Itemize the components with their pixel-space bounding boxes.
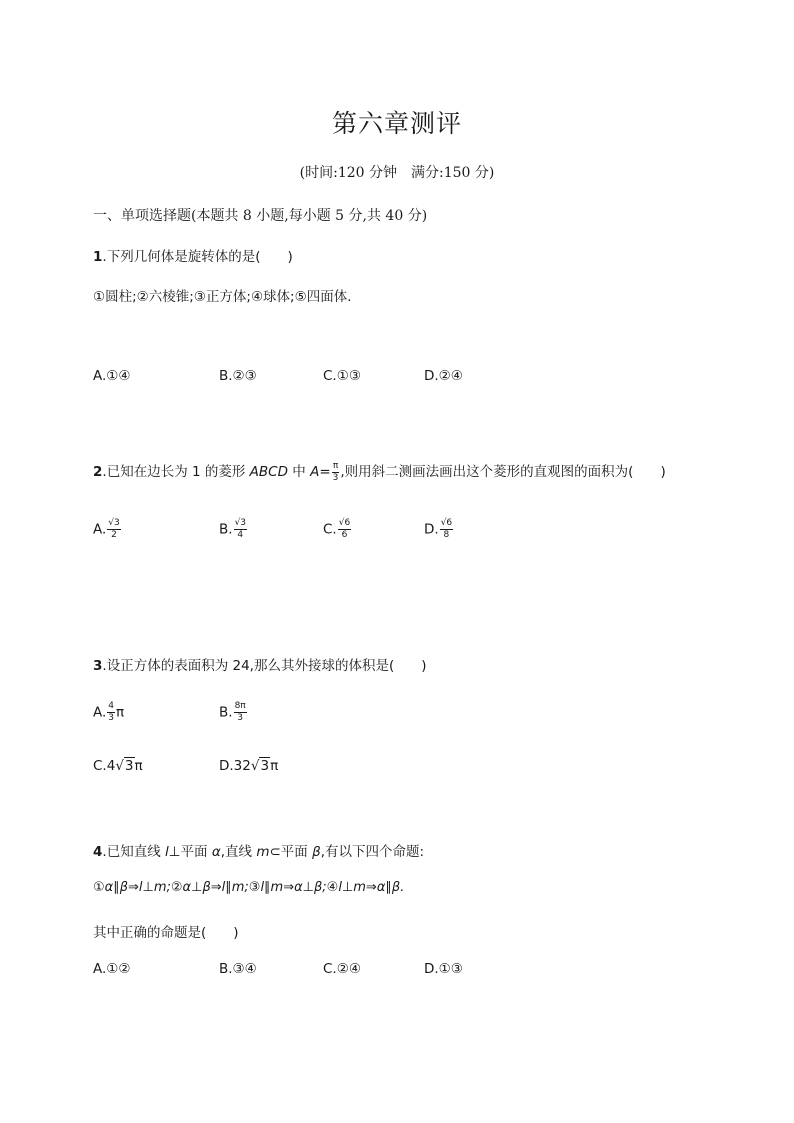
q1-option-d: D.②④ — [424, 368, 463, 384]
question-4-stem: 4.已知直线 l⊥平面 α,直线 m⊂平面 β,有以下四个命题: — [93, 844, 425, 860]
q4-option-c: C.②④ — [323, 961, 361, 977]
exam-info: (时间:120 分钟 满分:150 分) — [299, 165, 495, 181]
page-title: 第六章测评 — [331, 109, 462, 138]
question-4-propositions: ①α∥β⇒l⊥m;②α⊥β⇒l∥m;③l∥m⇒α⊥β;④l⊥m⇒α∥β. — [93, 880, 405, 895]
q2-option-c: C. $\frac{√6}{6}$ — [323, 518, 351, 540]
question-number: 1 — [93, 249, 103, 265]
question-number: 2 — [93, 464, 103, 480]
question-3-stem — [93, 654, 427, 674]
q2-option-b: B. $\frac{√3}{4}$ — [219, 518, 247, 540]
question-4-ask: 其中正确的命题是( ) — [93, 925, 239, 941]
q1-option-a: A.①④ — [93, 368, 131, 384]
q2-option-a: A. $\frac{√3}{2}$ — [93, 518, 120, 540]
question-1-stem — [93, 245, 293, 265]
q3-option-a: A. $\frac{4}{3}$ π — [93, 701, 125, 723]
q3-option-c: C.4√3π — [93, 758, 143, 774]
q1-option-b: B.②③ — [219, 368, 257, 384]
question-text: .下列几何体是旋转体的是( ) — [102, 249, 293, 265]
q4-option-d: D.①③ — [424, 961, 463, 977]
fraction: $\frac{\pi}{3}$ — [332, 460, 339, 483]
q3-option-b: B. $\frac{8\pi}{3}$ — [219, 701, 246, 723]
q3-option-d: D.32√3π — [219, 758, 279, 774]
q2-option-d: D. $\frac{√6}{8}$ — [424, 518, 453, 540]
section-heading: 一、单项选择题(本题共 8 小题,每小题 5 分,共 40 分) — [93, 208, 428, 224]
question-number: 4 — [93, 844, 103, 860]
question-2-stem: 2.已知在边长为 1 的菱形 ABCD 中 A= $\frac{\pi}{3}$ ,则用斜二测画法画出这个菱形的直观图的面积为( ) — [93, 460, 666, 483]
question-text: .设正方体的表面积为 24,那么其外接球的体积是( ) — [102, 658, 427, 674]
q4-option-b: B.③④ — [219, 961, 257, 977]
q4-option-a: A.①② — [93, 961, 131, 977]
question-number: 3 — [93, 658, 103, 674]
question-1-items: ①圆柱;②六棱锥;③正方体;④球体;⑤四面体. — [93, 289, 352, 305]
q1-option-c: C.①③ — [323, 368, 361, 384]
